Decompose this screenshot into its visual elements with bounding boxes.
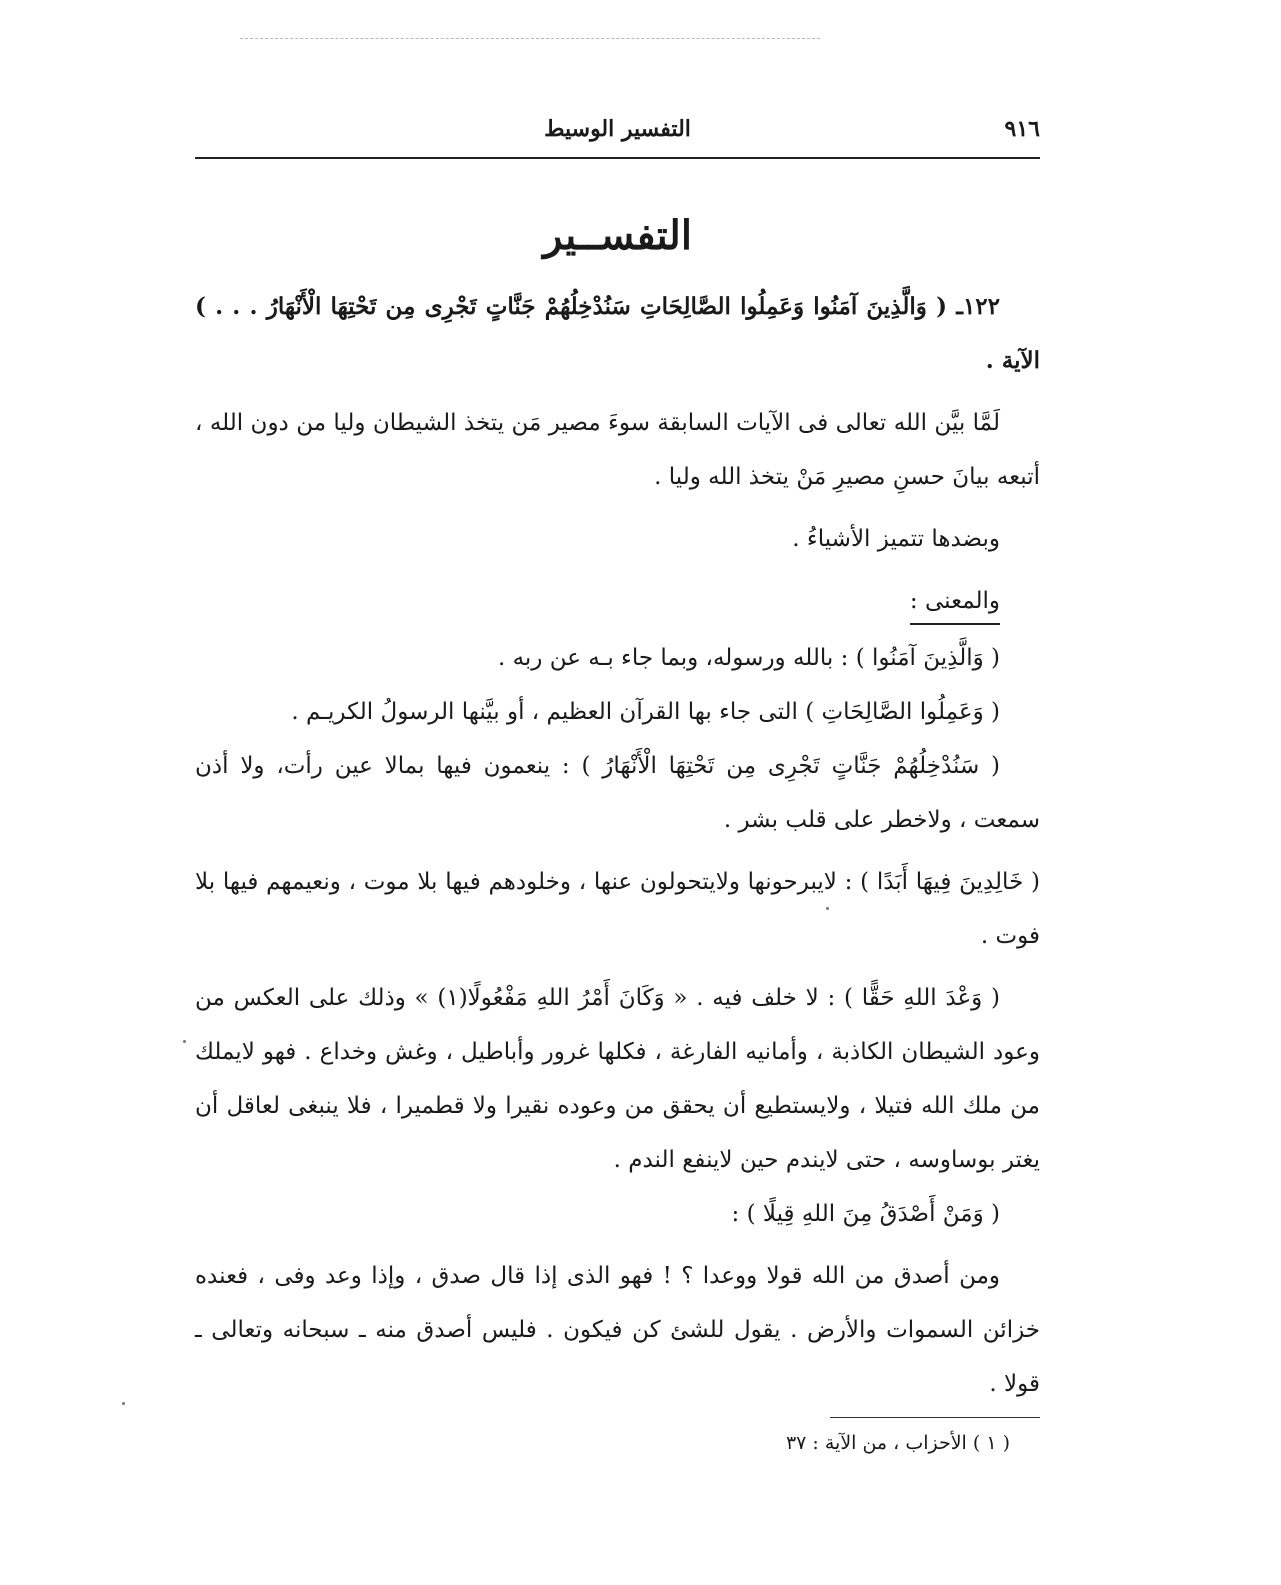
explanation-paragraph: ( وَعْدَ اللهِ حَقًّا ) : لا خلف فيه . « وَكَانَ أَمْرُ اللهِ مَفْعُولًا(١) » وذلك على العكس من وعود الشيطان الكاذبة ، وأمانيه الفارغة ، فكلها غرور وأباطيل ، وغش وخداع . فهو لايملك من ملك الله فتيلا ، ولايستطيع أن يحقق من وعوده نقيرا ولا قطميرا ، فلا ينبغى لعاقل أن يغتر بوساوسه ، حتى لايندم حين لاينفع الندم .	[195, 985, 1040, 1173]
footnote-rule	[830, 1417, 1040, 1418]
footnote: ( ١ ) الأحزاب ، من الآية : ٣٧	[785, 1432, 1010, 1454]
header-rule	[195, 157, 1040, 159]
page-body	[195, 280, 1040, 1411]
explanation-paragraph: ( خَالِدِينَ فِيهَا أَبَدًا ) : لايبرحونها ولايتحولون عنها ، وخلودهم فيها بلا موت ، ونعيمهم فيها بلا فوت .	[195, 869, 1040, 949]
scan-speck	[183, 1040, 186, 1043]
scan-artifact-line	[240, 38, 820, 39]
proverb-line: وبضدها تتميز الأشياءُ .	[792, 526, 1000, 552]
explanation-paragraph: ( سَنُدْخِلُهُمْ جَنَّاتٍ تَجْرِى مِن تَحْتِهَا الْأَنْهَارُ ) : ينعمون فيها بمالا عين رأت، ولا أذن سمعت ، ولاخطر على قلب بشر .	[195, 753, 1040, 833]
scan-speck	[826, 907, 829, 910]
section-title: التفســير	[543, 212, 692, 259]
verse-paragraph: ١٢٢ـ ( وَالَّذِينَ آمَنُوا وَعَمِلُوا الصَّالِحَاتِ سَنُدْخِلُهُمْ جَنَّاتٍ تَجْرِى مِن تَحْتِهَا الْأَنْهَارُ . . . ) الآية .	[195, 293, 1040, 374]
explanation-line: ( وَالَّذِينَ آمَنُوا ) : بالله ورسوله، وبما جاء بـه عن ربه .	[497, 645, 1000, 671]
scan-speck	[122, 1402, 125, 1405]
book-title: التفسير الوسيط	[544, 116, 691, 142]
intro-paragraph: لَمَّا بيَّن الله تعالى فى الآيات السابقة سوءَ مصير مَن يتخذ الشيطان وليا من دون الله ، أتبعه بيانَ حسنِ مصيرِ مَنْ يتخذ الله وليا .	[195, 410, 1040, 490]
closing-paragraph: ومن أصدق من الله قولا ووعدا ؟ ! فهو الذى إذا قال صدق ، وإذا وعد وفى ، فعنده خزائن السموات والأرض . يقول للشئ كن فيكون . فليس أصدق منه ـ سبحانه وتعالى ـ قولا .	[195, 1263, 1040, 1397]
explanation-line: ( وَمَنْ أَصْدَقُ مِنَ اللهِ قِيلًا ) :	[731, 1201, 1000, 1227]
page-number: ٩١٦	[1004, 116, 1040, 142]
meaning-heading: والمعنى :	[910, 581, 1000, 625]
running-header	[195, 116, 1040, 152]
explanation-line: ( وَعَمِلُوا الصَّالِحَاتِ ) التى جاء بها القرآن العظيم ، أو بيَّنها الرسولُ الكريـم .	[291, 699, 1000, 725]
